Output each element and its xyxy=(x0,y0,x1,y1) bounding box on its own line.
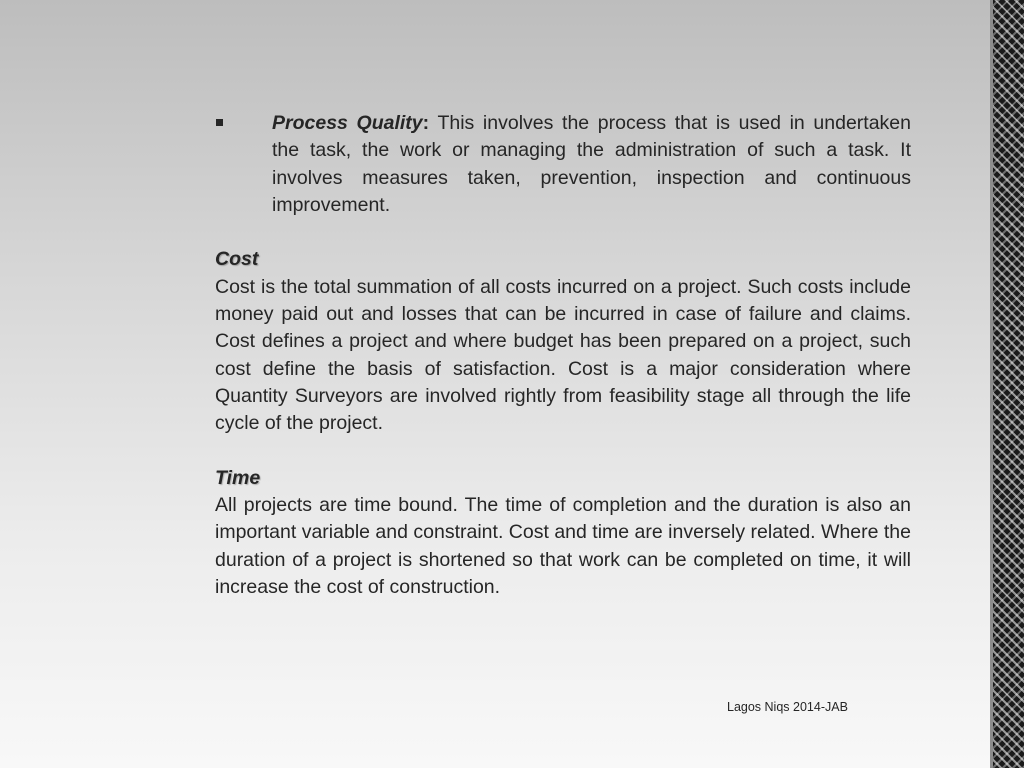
bullet-text xyxy=(272,110,911,219)
bullet-description: This involves the process that is used in undertaken the task, the work or managing the administration of such a task. It involves measures taken, prevention, inspection and continuous improvement. xyxy=(272,112,911,216)
slide-content xyxy=(215,110,911,601)
bullet-item-process-quality xyxy=(215,110,911,219)
slide-footer: Lagos Niqs 2014-JAB xyxy=(727,700,848,714)
section-heading-cost: Cost xyxy=(215,248,259,271)
section-heading-time: Time xyxy=(215,466,261,489)
section-body-cost: Cost is the total summation of all costs incurred on a project. Such costs include money paid out and losses that can be incurred in case of failure and claims. Cost defines a project and where budget has been prepared on a project, such cost define the basis of satisfaction. Cost is a major consideration where Quantity Surveyors are involved rightly from feasibility stage all through the life cycle of the project. xyxy=(215,275,911,435)
section-body-time: All projects are time bound. The time of completion and the duration is also an important variable and constraint. Cost and time are inversely related. Where the duration of a project is shortened so that work can be completed on time, it will increase the cost of construction. xyxy=(215,494,911,599)
decorative-border xyxy=(990,0,1024,768)
square-bullet-icon xyxy=(216,119,223,126)
term-separator: : xyxy=(422,112,430,134)
term-process-quality: Process Quality xyxy=(272,112,423,134)
